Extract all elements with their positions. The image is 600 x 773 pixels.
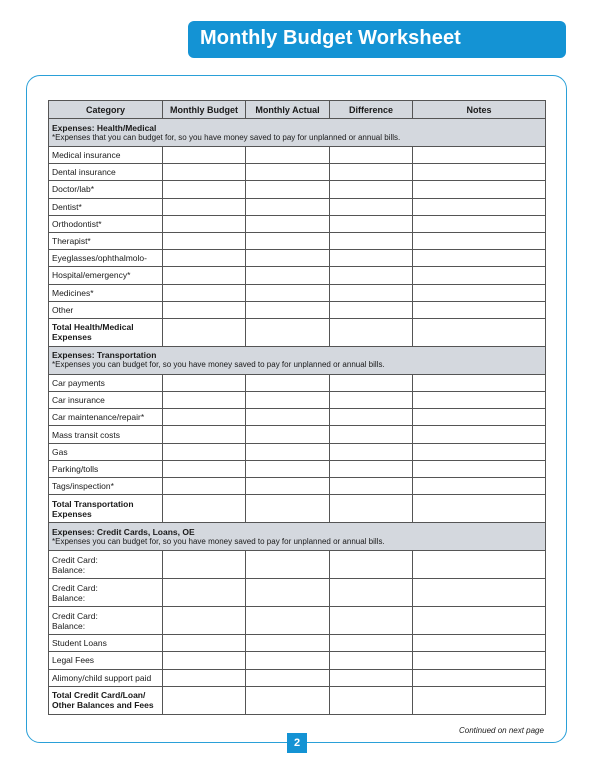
entry-cell[interactable]: [413, 267, 546, 284]
category-cell: Tags/inspection*: [49, 478, 163, 495]
section-header: [49, 523, 546, 551]
category-cell: Alimony/child support paid: [49, 669, 163, 686]
entry-cell[interactable]: [246, 635, 330, 652]
total-row: [49, 686, 546, 714]
table-row: [49, 301, 546, 318]
table-row: [49, 669, 546, 686]
entry-cell[interactable]: [413, 460, 546, 477]
entry-cell[interactable]: [413, 392, 546, 409]
table-row: [49, 478, 546, 495]
entry-cell[interactable]: [246, 652, 330, 669]
category-cell: Student Loans: [49, 635, 163, 652]
entry-cell[interactable]: [246, 318, 330, 346]
entry-cell[interactable]: [246, 284, 330, 301]
entry-cell[interactable]: [246, 686, 330, 714]
table-row: [49, 164, 546, 181]
column-header: Difference: [330, 101, 413, 119]
entry-cell[interactable]: [330, 147, 413, 164]
entry-cell[interactable]: [163, 284, 246, 301]
category-cell: Hospital/emergency*: [49, 267, 163, 284]
entry-cell[interactable]: [163, 147, 246, 164]
category-cell: [49, 579, 163, 607]
category-cell: Legal Fees: [49, 652, 163, 669]
credit-card-label: Credit Card:: [52, 554, 98, 565]
entry-cell[interactable]: [246, 250, 330, 267]
category-cell: Therapist*: [49, 232, 163, 249]
category-cell: Medical insurance: [49, 147, 163, 164]
entry-cell[interactable]: [246, 426, 330, 443]
category-cell: Dental insurance: [49, 164, 163, 181]
entry-cell[interactable]: [246, 215, 330, 232]
entry-cell[interactable]: [246, 267, 330, 284]
entry-cell[interactable]: [413, 250, 546, 267]
entry-cell[interactable]: [330, 232, 413, 249]
entry-cell[interactable]: [413, 301, 546, 318]
category-cell: Car payments: [49, 374, 163, 391]
entry-cell[interactable]: [330, 460, 413, 477]
section-note: *Expenses you can budget for, so you have money saved to pay for unplanned or annual bills.: [52, 360, 385, 370]
entry-cell[interactable]: [330, 495, 413, 523]
category-cell: Dentist*: [49, 198, 163, 215]
total-label-line1: Total Credit Card/Loan/: [52, 690, 146, 701]
entry-cell[interactable]: [413, 443, 546, 460]
entry-cell[interactable]: [330, 267, 413, 284]
section-header: [49, 346, 546, 374]
total-label-line2: Expenses: [52, 332, 92, 343]
entry-cell[interactable]: [330, 409, 413, 426]
entry-cell[interactable]: [163, 652, 246, 669]
entry-cell[interactable]: [330, 478, 413, 495]
entry-cell[interactable]: [413, 374, 546, 391]
page-number: 2: [287, 733, 307, 753]
table-row: [49, 147, 546, 164]
entry-cell[interactable]: [413, 579, 546, 607]
table-row: [49, 284, 546, 301]
balance-label: Balance:: [52, 564, 86, 575]
entry-cell[interactable]: [246, 198, 330, 215]
category-cell: Car maintenance/repair*: [49, 409, 163, 426]
balance-label: Balance:: [52, 592, 86, 603]
credit-card-label: Credit Card:: [52, 610, 98, 621]
entry-cell[interactable]: [246, 579, 330, 607]
entry-cell[interactable]: [330, 215, 413, 232]
table-row: [49, 426, 546, 443]
title-banner: [188, 21, 566, 58]
category-cell: [49, 551, 163, 579]
entry-cell[interactable]: [163, 478, 246, 495]
entry-cell[interactable]: [163, 301, 246, 318]
category-cell: Gas: [49, 443, 163, 460]
entry-cell[interactable]: [413, 551, 546, 579]
entry-cell[interactable]: [163, 250, 246, 267]
entry-cell[interactable]: [163, 374, 246, 391]
table-row: [49, 181, 546, 198]
entry-cell[interactable]: [246, 164, 330, 181]
page-title: Monthly Budget Worksheet: [200, 27, 461, 49]
table-row: [49, 250, 546, 267]
entry-cell[interactable]: [163, 669, 246, 686]
table-row: [49, 409, 546, 426]
total-row: [49, 495, 546, 523]
entry-cell[interactable]: [413, 284, 546, 301]
table-row: [49, 443, 546, 460]
entry-cell[interactable]: [330, 198, 413, 215]
entry-cell[interactable]: [246, 181, 330, 198]
entry-cell[interactable]: [163, 686, 246, 714]
entry-cell[interactable]: [413, 635, 546, 652]
category-cell: Mass transit costs: [49, 426, 163, 443]
total-label: [49, 318, 163, 346]
entry-cell[interactable]: [330, 669, 413, 686]
total-label: [49, 686, 163, 714]
total-label-line2: Other Balances and Fees: [52, 700, 154, 711]
entry-cell[interactable]: [246, 495, 330, 523]
entry-cell[interactable]: [330, 579, 413, 607]
table-row: [49, 374, 546, 391]
table-row: [49, 198, 546, 215]
balance-label: Balance:: [52, 620, 86, 631]
entry-cell[interactable]: [163, 318, 246, 346]
entry-cell[interactable]: [163, 409, 246, 426]
entry-cell[interactable]: [413, 669, 546, 686]
entry-cell[interactable]: [330, 443, 413, 460]
entry-cell[interactable]: [246, 301, 330, 318]
entry-cell[interactable]: [413, 215, 546, 232]
entry-cell[interactable]: [163, 198, 246, 215]
entry-cell[interactable]: [246, 147, 330, 164]
total-label-line1: Total Transportation: [52, 498, 134, 509]
entry-cell[interactable]: [163, 607, 246, 635]
entry-cell[interactable]: [246, 374, 330, 391]
section-header: [49, 119, 546, 147]
section-title: Expenses: Health/Medical: [52, 122, 157, 133]
entry-cell[interactable]: [330, 686, 413, 714]
table-row: [49, 579, 546, 607]
section-title: Expenses: Transportation: [52, 350, 157, 361]
entry-cell[interactable]: [330, 607, 413, 635]
table-row: [49, 392, 546, 409]
entry-cell[interactable]: [413, 426, 546, 443]
section-header-row: [49, 523, 546, 551]
entry-cell[interactable]: [163, 635, 246, 652]
column-header: Notes: [413, 101, 546, 119]
entry-cell[interactable]: [163, 392, 246, 409]
table-row: [49, 267, 546, 284]
entry-cell[interactable]: [413, 686, 546, 714]
entry-cell[interactable]: [246, 232, 330, 249]
entry-cell[interactable]: [413, 147, 546, 164]
column-header: Monthly Budget: [163, 101, 246, 119]
table-row: [49, 635, 546, 652]
section-header-row: [49, 119, 546, 147]
total-row: [49, 318, 546, 346]
entry-cell[interactable]: [246, 460, 330, 477]
entry-cell[interactable]: [330, 318, 413, 346]
entry-cell[interactable]: [330, 551, 413, 579]
entry-cell[interactable]: [163, 181, 246, 198]
entry-cell[interactable]: [330, 164, 413, 181]
entry-cell[interactable]: [330, 374, 413, 391]
entry-cell[interactable]: [413, 164, 546, 181]
entry-cell[interactable]: [163, 551, 246, 579]
table-row: [49, 607, 546, 635]
section-note: *Expenses you can budget for, so you have money saved to pay for unplanned or annual bills.: [52, 536, 385, 546]
entry-cell[interactable]: [163, 460, 246, 477]
category-cell: Car insurance: [49, 392, 163, 409]
entry-cell[interactable]: [413, 607, 546, 635]
category-cell: Parking/tolls: [49, 460, 163, 477]
entry-cell[interactable]: [330, 301, 413, 318]
entry-cell[interactable]: [163, 267, 246, 284]
entry-cell[interactable]: [163, 232, 246, 249]
entry-cell[interactable]: [330, 392, 413, 409]
entry-cell[interactable]: [163, 426, 246, 443]
entry-cell[interactable]: [413, 318, 546, 346]
entry-cell[interactable]: [246, 669, 330, 686]
entry-cell[interactable]: [246, 409, 330, 426]
entry-cell[interactable]: [246, 392, 330, 409]
table-row: [49, 551, 546, 579]
continued-note: Continued on next page: [459, 726, 544, 735]
section-note: *Expenses that you can budget for, so you have money saved to pay for unplanned or annual bills.: [52, 132, 401, 142]
entry-cell[interactable]: [246, 607, 330, 635]
header-row: [49, 101, 546, 119]
category-cell: Eyeglasses/ophthalmolo-: [49, 250, 163, 267]
column-header: Monthly Actual: [246, 101, 330, 119]
entry-cell[interactable]: [330, 284, 413, 301]
entry-cell[interactable]: [413, 478, 546, 495]
entry-cell[interactable]: [330, 635, 413, 652]
table-row: [49, 652, 546, 669]
entry-cell[interactable]: [413, 198, 546, 215]
credit-card-label: Credit Card:: [52, 582, 98, 593]
category-cell: Medicines*: [49, 284, 163, 301]
table-row: [49, 232, 546, 249]
table-row: [49, 215, 546, 232]
total-label-line2: Expenses: [52, 508, 92, 519]
budget-table: [48, 100, 546, 715]
table-row: [49, 460, 546, 477]
entry-cell[interactable]: [246, 478, 330, 495]
entry-cell[interactable]: [413, 409, 546, 426]
total-label: [49, 495, 163, 523]
entry-cell[interactable]: [413, 232, 546, 249]
category-cell: Other: [49, 301, 163, 318]
entry-cell[interactable]: [163, 215, 246, 232]
entry-cell[interactable]: [163, 443, 246, 460]
category-cell: Doctor/lab*: [49, 181, 163, 198]
category-cell: Orthodontist*: [49, 215, 163, 232]
category-cell: [49, 607, 163, 635]
entry-cell[interactable]: [330, 426, 413, 443]
total-label-line1: Total Health/Medical: [52, 322, 134, 333]
entry-cell[interactable]: [246, 551, 330, 579]
section-title: Expenses: Credit Cards, Loans, OE: [52, 526, 195, 537]
entry-cell[interactable]: [163, 164, 246, 181]
entry-cell[interactable]: [413, 495, 546, 523]
entry-cell[interactable]: [330, 250, 413, 267]
entry-cell[interactable]: [413, 652, 546, 669]
section-header-row: [49, 346, 546, 374]
entry-cell[interactable]: [330, 652, 413, 669]
entry-cell[interactable]: [413, 181, 546, 198]
entry-cell[interactable]: [246, 443, 330, 460]
entry-cell[interactable]: [163, 495, 246, 523]
column-header: Category: [49, 101, 163, 119]
entry-cell[interactable]: [330, 181, 413, 198]
entry-cell[interactable]: [163, 579, 246, 607]
